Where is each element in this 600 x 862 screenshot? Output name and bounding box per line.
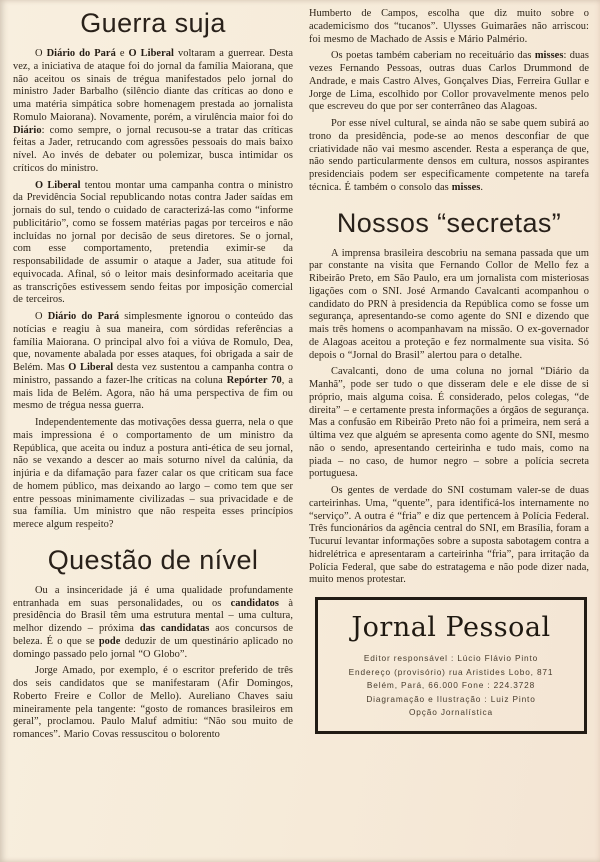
article-body-nossos-secretas — [309, 248, 589, 588]
paragraph: Belém, Pará, 66.000 Fone : 224.3728 — [366, 680, 536, 690]
article-title-nossos-secretas: Nossos “secretas” — [336, 207, 562, 238]
paragraph: Por esse nível cultural, se ainda não se sabe quem subirá ao trono da presidência, pode-se ao menos desconfiar de que criatividade não vai mesmo ascender. Resta a esperança de que, não sendo particularmente densos em cultura, nossos aspirantes presidenciais podem ser especificamente competente na tarefa técnica. É também o consolo das misses. — [309, 118, 589, 193]
masthead-credits — [326, 652, 576, 720]
article-nossos-secretas — [309, 208, 589, 588]
paragraph: Humberto de Campos, escolha que diz muito sobre o academicismo dos “tucanos”. Ulysses Guimarães não arriscou: foi mesmo de Machado de Assis e Mário Palmério. — [309, 8, 589, 45]
article-questao-de-nivel — [13, 545, 293, 742]
continuation-text — [309, 8, 589, 195]
paragraph: Cavalcanti, dono de uma coluna no jornal “Diário da Manhã”, pode ser tudo o que disseram dele e ele disse de si próprio, mais alguma coisa. É considerado, pelos colegas, “de direita” – e certamente presta informações a órgãos de segurança. Mas a confusão em Ribeirão Preto não foi a primeira, nem será a última vez que alguém se apresenta como agente do SNI, mesmo não o sendo, apresentando certeirinha e tudo mais, como na piada – no caso, de humor negro – sobre a polícia secreta portuguesa. — [309, 366, 589, 480]
article-body-questao-de-nivel — [13, 585, 293, 742]
right-column — [309, 8, 589, 862]
paragraph: Os poetas também caberiam no receituário das misses: duas vezes Fernando Pessoas, outras duas Carlos Drummond de Andrade, e mais Castro Alves, Gonçalves Dias, Ferreira Gullar e Jorge de Lima, escolhido por Collor provavelmente menos pelo que escreveu do que por ser conterrâneo das Alagoas. — [309, 50, 589, 113]
paragraph: Independentemente das motivações dessa guerra, nela o que mais impressiona é o comportamento de um ministro da República, que aceita ou induz a postura anti-ética de seu jornal, não se vexando a descer ao mais soturno nível da calúnia, da injúria e da difamação para fazer calar os que criticam sua face de homem público, mas deixando ao largo – como tem que ser entre pessoas minimamente civilizadas – sua privacidade e de sua família. Um ministro que não respeita esses princípios merece algum respeito? — [13, 417, 293, 530]
paragraph: A imprensa brasileira descobriu na semana passada que um par constante na visita que Fernando Collor de Mello fez a Ribeirão Preto, em São Paulo, era um jornalista com misteriosas ligações com o SNI. José Armando Cavalcanti acompanhou o candidato do PRN à presidencia da República como se fosse um segurança, apresentando-se como agente do SNI e dizendo que mais três homens o acompanhavam na missão. O ex-governador de Alagoas aceitou a proteção e fez normalmente sua visita. Só depois o “Jornal do Brasil” alertou para o detalhe. — [309, 247, 589, 361]
article-title-guerra-suja: Guerra suja — [80, 8, 226, 38]
paragraph: O Liberal tentou montar uma campanha contra o ministro da Previdência Social republicando notas contra Jader saídas em jornais do sul, tendo o cuidado de caracterizá-las como “informe publicitário”, como se fossem matérias pagas por terceiros e não incluídas no jornal por decisão de seus diretores. Se o jornal, com esse comportamento, pretendia eximir-se da responsabilidade de assumir o ataque a Jader, sua atitude foi equivocada. Afinal, só o leitor mais desinformado aceitaria que as transcrições estivessem sendo feitas por imposição comercial de terceiros. — [13, 179, 293, 306]
paragraph: Opção Jornalística — [408, 707, 493, 717]
paragraph: O Diário do Pará e O Liberal voltaram a guerrear. Desta vez, a iniciativa de ataque foi do jornal da família Maiorana, que não aceitou os sinais de trégua manifestados pelo jornal do ministro Jader Barbalho (silêncio diante das críticas ao dono e uma matéria simpática sobre homenagem prestada ao jornalista Romulo Maiorana). Novamente, porém, a virulência maior foi do Diário: como sempre, o jornal recusou-se a tratar das críticas feitas a Jader, retrucando com agressões pessoais do mais baixo nível. Ao invés de debater ou polemizar, busca intimidar os críticos do ministro. — [13, 48, 293, 174]
article-guerra-suja — [13, 8, 293, 532]
continuation-paragraphs — [309, 8, 589, 195]
paragraph: O Diário do Pará simplesmente ignorou o conteúdo das notícias e reagiu à sua maneira, com sórdidas referências a família Maiorana. O principal alvo foi a viúva de Romulo, Dea, que, novamente abalada por esses ataques, foi obrigada a sair de Belém. Mas O Liberal desta vez sustentou a campanha contra o ministro, passando a fazer-lhe críticas na coluna Repórter 70, a mais lida de Belém. Agora, não há uma perspectiva de fim ou mesmo de trégua nessa guerra. — [13, 311, 293, 412]
article-body-guerra-suja — [13, 48, 293, 532]
paragraph: Diagramação e Ilustração : Luiz Pinto — [366, 693, 536, 704]
article-title-questao-de-nivel: Questão de nível — [47, 544, 259, 575]
paragraph: Jorge Amado, por exemplo, é o escritor preferido de três dos seis candidatos que se manifestaram (Afir Domingos, Roberto Freire e Collor de Mello). Aureliano Chaves saiu mineiramente pela tangente: “gosto de romances brasileiros em geral”, proclamou. Paulo Maluf admitiu: “Não sou muito de romances”. Mario Covas ressuscitou o bolorento — [13, 665, 293, 740]
masthead-box — [315, 597, 587, 734]
paragraph: Os gentes de verdade do SNI costumam valer-se de duas carteirinhas. Uma, “quente”, para identificá-los internamente no “serviço”. A outra é “fria” e diz que pertencem à Polícia Federal. Três funcionários da agência central do SNI, em Brasília, foram a Tucuruí levantar informações sobre a suposta sabotagem contra a hidrelétrica e apresentaram a carteirinha “fria”, para irritação da Polícia Federal, que sabe do estratagema e não pode dizer nada, muito menos protestar. — [309, 485, 589, 586]
paragraph: Editor responsável : Lúcio Flávio Pinto — [363, 653, 539, 663]
paragraph: Ou a insinceridade já é uma qualidade profundamente entranhada em suas personalidades, ou os candidatos à presidência do Brasil têm uma estrutura mental – uma cultura, melhor dizendo – próxima das candidatas aos concursos de beleza. É o que se pode deduzir de um questinário aplicado no domingo passado pelo jornal “O Globo”. — [13, 584, 294, 660]
paragraph: Endereço (provisório) rua Aristides Lobo, 871 — [348, 666, 554, 677]
masthead-logo: Jornal Pessoal — [351, 612, 551, 643]
left-column — [13, 8, 293, 862]
